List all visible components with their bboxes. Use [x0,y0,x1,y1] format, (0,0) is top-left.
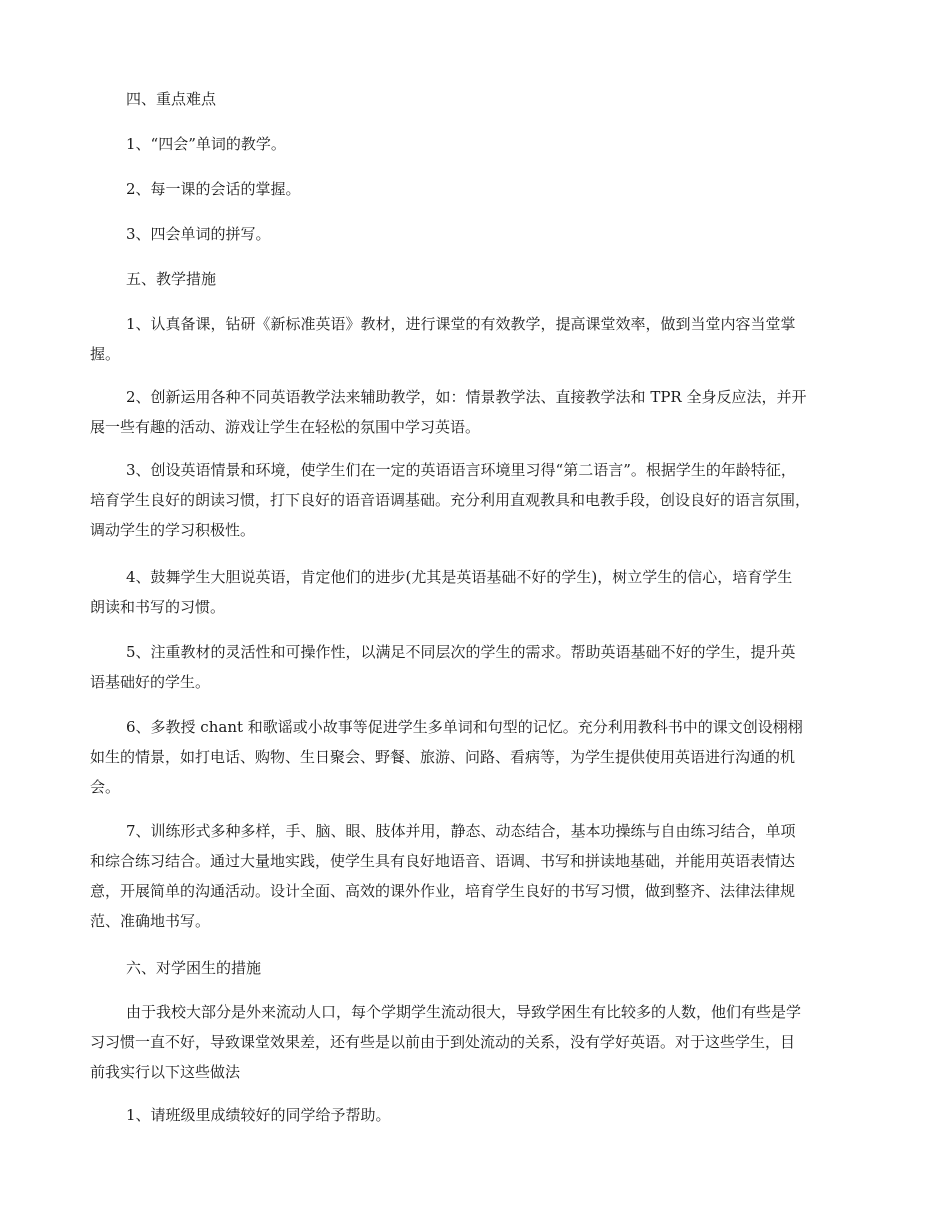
list-item [90,637,860,697]
text-line: 语基础好的学生。 [90,673,211,691]
text-line: 3、创设英语情景和环境，使学生们在一定的英语语言环境里习得“第二语言”。根据学生的年龄特征， [126,461,796,479]
text-line: 培育学生良好的朗读习惯，打下良好的语音语调基础。充分利用直观教具和电教手段，创设良好的语言氛围， [90,491,811,509]
section-heading-key-points: 四、重点难点 [126,90,217,108]
list-item [90,309,860,369]
text-line: 7、训练形式多种多样，手、脑、眼、肢体并用，静态、动态结合，基本功操练与自由练习结合，单项 [126,822,796,840]
text-line: 前我实行以下这些做法 [90,1063,241,1081]
text-line: 范、准确地书写。 [90,912,211,930]
text-line: 5、注重教材的灵活性和可操作性，以满足不同层次的学生的需求。帮助英语基础不好的学生，提升英 [126,643,796,661]
paragraph [90,997,860,1087]
text-line: 和综合练习结合。通过大量地实践，使学生具有良好地语音、语调、书写和拼读地基础，并能用英语表情达 [90,852,796,870]
text-line: 握。 [90,345,121,363]
section-heading-struggling-students: 六、对学困生的措施 [126,959,262,977]
list-item: 1、“四会”单词的教学。 [126,135,286,153]
section-heading-measures: 五、教学措施 [126,270,217,288]
text-line: 展一些有趣的活动、游戏让学生在轻松的氛围中学习英语。 [90,418,481,436]
text-line: 会。 [90,778,121,796]
text-line: 意，开展简单的沟通活动。设计全面、高效的课外作业，培育学生良好的书写习惯，做到整齐、法律法律规 [90,882,796,900]
text-line: 4、鼓舞学生大胆说英语，肯定他们的进步(尤其是英语基础不好的学生)，树立学生的信心，培育学生 [126,568,793,586]
text-line: 2、创新运用各种不同英语教学法来辅助教学，如：情景教学法、直接教学法和 TPR 全身反应法，并开 [126,388,807,406]
list-item [90,382,860,442]
text-line: 由于我校大部分是外来流动人口，每个学期学生流动很大，导致学困生有比较多的人数，他们有些是学 [126,1003,802,1021]
text-line: 调动学生的学习积极性。 [90,521,256,539]
list-item [90,455,860,545]
text-line: 1、认真备课，钻研《新标准英语》教材，进行课堂的有效教学，提高课堂效率，做到当堂内容当堂掌 [126,315,796,333]
text-line: 朗读和书写的习惯。 [90,598,226,616]
list-item: 2、每一课的会话的掌握。 [126,180,301,198]
list-item [90,712,860,802]
list-item: 1、请班级里成绩较好的同学给予帮助。 [126,1106,391,1124]
text-line: 习习惯一直不好，导致课堂效果差，还有些是以前由于到处流动的关系，没有学好英语。对于这些学生，目 [90,1033,796,1051]
list-item [90,562,860,622]
list-item [90,816,860,936]
text-line: 6、多教授 chant 和歌谣或小故事等促进学生多单词和句型的记忆。充分利用教科书中的课文创设栩栩 [126,718,803,736]
list-item: 3、四会单词的拼写。 [126,225,271,243]
text-line: 如生的情景，如打电话、购物、生日聚会、野餐、旅游、问路、看病等，为学生提供使用英语进行沟通的机 [90,748,796,766]
